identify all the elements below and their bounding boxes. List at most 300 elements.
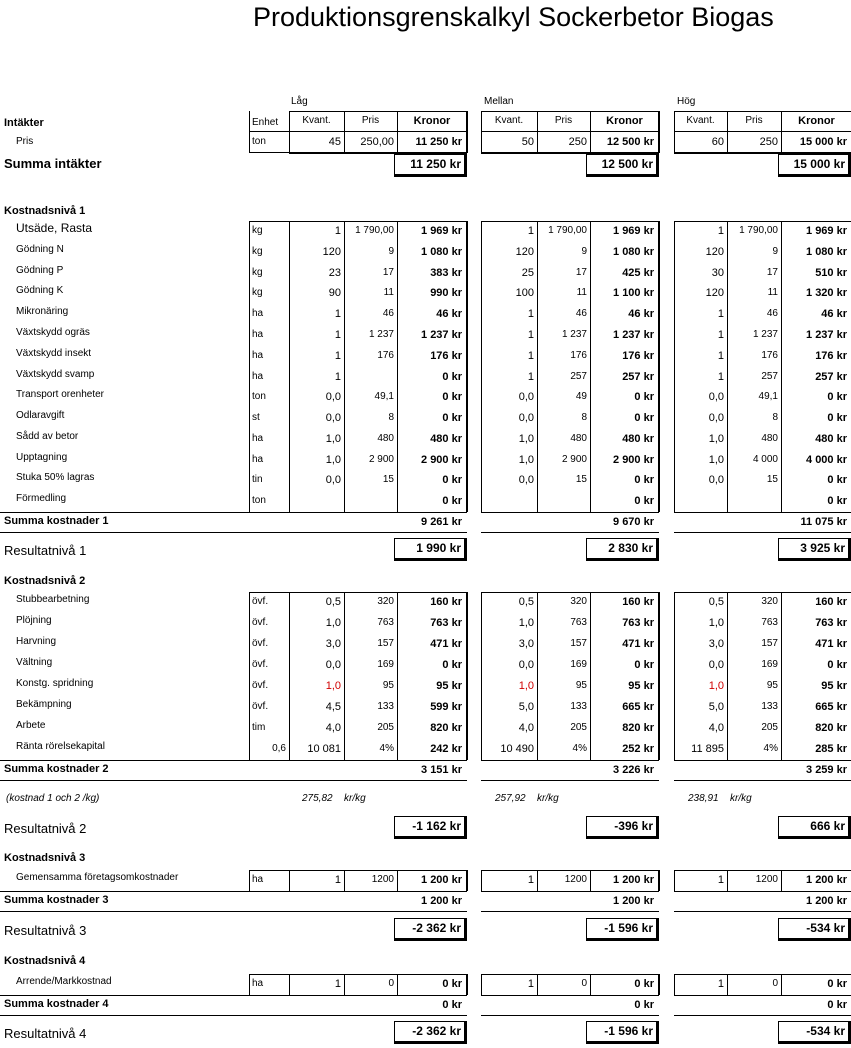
- grid-line: [674, 111, 851, 112]
- income-heading: Intäkter: [4, 117, 44, 129]
- quantity-cell[interactable]: 1: [334, 874, 341, 886]
- price-cell[interactable]: 2 900: [368, 453, 394, 465]
- price-cell[interactable]: 1200: [564, 874, 587, 885]
- quantity-cell[interactable]: 30: [711, 266, 724, 279]
- unit-header: Enhet: [252, 117, 279, 128]
- quantity-cell[interactable]: 0,0: [708, 474, 724, 487]
- sum-label: Summa kostnader 2: [4, 763, 109, 775]
- quantity-cell[interactable]: 1,0: [325, 453, 341, 466]
- price-cell[interactable]: 49: [575, 391, 587, 403]
- amount-cell: 0 kr: [827, 412, 847, 425]
- row-label: Sådd av betor: [16, 430, 79, 442]
- result-label: Resultatnivå 2: [4, 821, 87, 836]
- quantity-cell[interactable]: 120: [705, 245, 724, 258]
- grid-line: [0, 911, 467, 912]
- amount-cell: 1 080 kr: [806, 245, 847, 258]
- amount-cell: 0 kr: [634, 659, 654, 671]
- price-cell[interactable]: 1 237: [561, 328, 587, 340]
- grid-line: [466, 592, 468, 760]
- amount-cell: 0 kr: [634, 391, 654, 404]
- result-box: 666 kr: [778, 816, 851, 839]
- amount-cell: 1 080 kr: [421, 245, 462, 258]
- quantity-cell[interactable]: 60: [711, 136, 724, 148]
- section-heading: Kostnadsnivå 4: [4, 955, 86, 967]
- price-cell[interactable]: 157: [570, 638, 587, 649]
- unit-cell: tim: [252, 722, 266, 733]
- price-cell[interactable]: 480: [761, 432, 778, 444]
- price-cell[interactable]: 169: [570, 659, 587, 670]
- price-cell[interactable]: 1 790,00: [355, 225, 394, 236]
- quantity-cell[interactable]: 1: [334, 308, 341, 321]
- grid-line: [674, 512, 851, 513]
- price-cell[interactable]: 11: [383, 287, 394, 299]
- price-cell[interactable]: 9: [772, 245, 778, 257]
- cost-per-kg-value: 275,82: [302, 793, 333, 804]
- price-cell[interactable]: 133: [570, 701, 587, 712]
- quantity-cell[interactable]: 4,0: [708, 722, 724, 734]
- amount-cell: 176 kr: [622, 349, 654, 362]
- sum-value: 3 226 kr: [613, 764, 654, 776]
- price-cell[interactable]: 8: [772, 412, 778, 424]
- quantity-cell[interactable]: 1: [717, 349, 724, 362]
- result-label: Resultatnivå 3: [4, 923, 87, 938]
- price-cell[interactable]: 8: [581, 412, 587, 424]
- amount-cell: 46 kr: [436, 308, 462, 321]
- grid-line: [658, 221, 660, 512]
- price-cell[interactable]: 157: [761, 638, 778, 649]
- quantity-cell[interactable]: 50: [521, 136, 534, 148]
- quantity-cell[interactable]: 1,0: [518, 680, 534, 692]
- price-cell[interactable]: 1 237: [752, 328, 778, 340]
- amount-cell: 0 kr: [442, 474, 462, 487]
- price-cell[interactable]: [344, 367, 397, 387]
- unit-cell: st: [252, 412, 260, 424]
- amount-cell: 599 kr: [430, 701, 462, 713]
- price-cell[interactable]: 176: [377, 349, 394, 361]
- quantity-cell[interactable]: 0,0: [708, 659, 724, 671]
- scenario-name-hog: Hög: [677, 96, 696, 107]
- quantity-cell[interactable]: 4,0: [325, 722, 341, 734]
- row-label: Stuka 50% lagras: [16, 472, 95, 484]
- quantity-cell[interactable]: 1,0: [708, 680, 724, 692]
- price-cell[interactable]: 169: [761, 659, 778, 670]
- price-cell[interactable]: 9: [388, 245, 394, 257]
- sum-label: Summa kostnader 3: [4, 894, 109, 906]
- quantity-cell[interactable]: [481, 491, 537, 511]
- unit-cell: kg: [252, 287, 263, 299]
- quantity-cell[interactable]: 3,0: [325, 638, 341, 650]
- quantity-cell[interactable]: 3,0: [708, 638, 724, 650]
- unit-cell: ha: [252, 308, 264, 320]
- price-cell[interactable]: 49,1: [374, 391, 394, 403]
- price-cell[interactable]: 169: [377, 659, 394, 670]
- row-label: Upptagning: [16, 451, 68, 463]
- price-cell[interactable]: 15: [575, 474, 587, 486]
- price-cell[interactable]: 176: [570, 349, 587, 361]
- price-cell[interactable]: 46: [766, 308, 778, 320]
- income-sum-box: 15 000 kr: [778, 154, 851, 177]
- quantity-cell[interactable]: 90: [328, 287, 341, 300]
- sum-value: 3 259 kr: [806, 764, 847, 776]
- unit-cell: ha: [252, 328, 264, 340]
- price-cell[interactable]: 157: [377, 638, 394, 649]
- amount-cell: 15 000 kr: [799, 136, 847, 148]
- price-cell[interactable]: 320: [761, 596, 778, 607]
- grid-line: [466, 974, 468, 995]
- price-cell[interactable]: 2 900: [561, 453, 587, 465]
- quantity-cell[interactable]: 0,5: [325, 596, 341, 608]
- grid-line: [481, 760, 659, 761]
- column-header-kvant: Kvant.: [494, 115, 524, 126]
- quantity-cell[interactable]: 1: [717, 225, 724, 237]
- amount-cell: 480 kr: [430, 432, 462, 445]
- price-cell[interactable]: 4%: [763, 743, 778, 754]
- sum-value: 0 kr: [634, 999, 654, 1011]
- quantity-cell[interactable]: 1: [527, 978, 534, 990]
- section-heading: Kostnadsnivå 1: [4, 205, 86, 217]
- amount-cell: 1 100 kr: [613, 287, 654, 300]
- amount-cell: 11 250 kr: [415, 136, 462, 148]
- unit-cell: kg: [252, 266, 263, 278]
- quantity-cell[interactable]: 120: [705, 287, 724, 300]
- quantity-cell[interactable]: 120: [322, 245, 341, 258]
- quantity-cell[interactable]: 0,0: [518, 412, 534, 425]
- result-box: 3 925 kr: [778, 538, 851, 561]
- sum-label: Summa kostnader 4: [4, 998, 109, 1010]
- amount-cell: 471 kr: [815, 638, 847, 650]
- quantity-cell[interactable]: 0,0: [708, 412, 724, 425]
- amount-cell: 471 kr: [622, 638, 654, 650]
- quantity-cell[interactable]: 1: [527, 370, 534, 383]
- price-cell[interactable]: [344, 491, 397, 511]
- income-sum-box: 11 250 kr: [394, 154, 467, 177]
- amount-cell: 2 900 kr: [421, 453, 462, 466]
- row-label: Gemensamma företagsomkostnader: [16, 872, 179, 883]
- price-cell[interactable]: 11: [767, 287, 778, 299]
- unit-cell: ha: [252, 370, 264, 382]
- quantity-cell[interactable]: [289, 491, 344, 511]
- price-cell[interactable]: 176: [761, 349, 778, 361]
- quantity-cell[interactable]: 0,0: [325, 412, 341, 425]
- unit-cell: ha: [252, 978, 264, 989]
- amount-cell: 160 kr: [430, 596, 462, 608]
- row-label: Växtskydd ogräs: [16, 326, 90, 338]
- quantity-cell[interactable]: 1: [527, 874, 534, 886]
- quantity-cell[interactable]: 1: [717, 978, 724, 990]
- grid-line: [481, 911, 659, 912]
- amount-cell: 1 969 kr: [421, 225, 462, 237]
- price-cell[interactable]: 133: [761, 701, 778, 712]
- result-box: -2 362 kr: [394, 1021, 467, 1044]
- price-cell[interactable]: 95: [382, 680, 394, 691]
- amount-cell: 242 kr: [430, 743, 462, 755]
- column-header-kvant: Kvant.: [686, 115, 715, 126]
- price-cell[interactable]: 320: [377, 596, 394, 607]
- grid-line: [674, 532, 851, 533]
- sum-value: 1 200 kr: [806, 895, 847, 907]
- quantity-cell[interactable]: 4,0: [518, 722, 534, 734]
- amount-cell: 1 080 kr: [613, 245, 654, 258]
- quantity-cell[interactable]: 0,5: [708, 596, 724, 608]
- price-cell[interactable]: 11: [576, 287, 587, 299]
- price-cell[interactable]: 320: [570, 596, 587, 607]
- price-cell[interactable]: 257: [761, 370, 778, 382]
- quantity-cell[interactable]: 1,0: [325, 680, 341, 692]
- price-cell[interactable]: 4%: [379, 743, 394, 754]
- grid-line: [481, 995, 659, 996]
- amount-cell: 2 900 kr: [613, 453, 654, 466]
- amount-cell: 1 200 kr: [806, 874, 847, 886]
- amount-cell: 1 237 kr: [613, 328, 654, 341]
- quantity-cell[interactable]: 0,0: [325, 659, 341, 671]
- sum-value: 1 200 kr: [613, 895, 654, 907]
- quantity-cell[interactable]: 11 895: [691, 743, 724, 755]
- grid-line: [466, 870, 468, 891]
- price-cell[interactable]: 0: [388, 978, 394, 989]
- quantity-cell[interactable]: 1: [334, 978, 341, 990]
- amount-cell: 383 kr: [430, 266, 462, 279]
- quantity-cell[interactable]: 1: [717, 328, 724, 341]
- amount-cell: 0 kr: [442, 412, 462, 425]
- unit-cell: övf.: [252, 701, 269, 712]
- quantity-cell[interactable]: 1: [717, 370, 724, 383]
- cost-per-kg-unit: kr/kg: [344, 793, 366, 804]
- quantity-cell[interactable]: 0,5: [518, 596, 534, 608]
- price-cell[interactable]: 205: [570, 722, 587, 733]
- amount-cell: 763 kr: [815, 617, 847, 629]
- amount-cell: 160 kr: [815, 596, 847, 608]
- quantity-cell[interactable]: 4,5: [325, 701, 341, 713]
- quantity-cell[interactable]: 1,0: [708, 453, 724, 466]
- quantity-cell[interactable]: 100: [515, 287, 534, 300]
- price-cell[interactable]: 257: [570, 370, 587, 382]
- grid-line: [0, 512, 467, 513]
- amount-cell: 480 kr: [622, 432, 654, 445]
- price-cell[interactable]: 1200: [755, 874, 778, 885]
- amount-cell: 1 969 kr: [806, 225, 847, 237]
- amount-cell: 1 200 kr: [613, 874, 654, 886]
- quantity-cell[interactable]: 1: [527, 349, 534, 362]
- price-cell[interactable]: 763: [570, 617, 587, 628]
- price-cell[interactable]: 1 790,00: [739, 225, 778, 236]
- row-label: Konstg. spridning: [16, 678, 94, 689]
- amount-cell: 0 kr: [442, 495, 462, 508]
- quantity-cell[interactable]: 1: [527, 225, 534, 237]
- quantity-cell[interactable]: 45: [328, 136, 341, 148]
- price-cell[interactable]: 4 000: [752, 453, 778, 465]
- section-heading: Kostnadsnivå 3: [4, 852, 86, 864]
- amount-cell: 1 237 kr: [421, 328, 462, 341]
- page-title: Produktionsgrenskalkyl Sockerbetor Biogas: [253, 2, 774, 32]
- price-cell[interactable]: 0: [772, 978, 778, 989]
- grid-line: [658, 974, 660, 995]
- unit-cell: ha: [252, 453, 264, 465]
- grid-line: [0, 891, 467, 892]
- grid-line: [658, 592, 660, 760]
- amount-cell: 0 kr: [442, 978, 462, 990]
- price-cell[interactable]: 1200: [371, 874, 394, 885]
- amount-cell: 763 kr: [430, 617, 462, 629]
- price-cell[interactable]: 17: [575, 266, 587, 278]
- quantity-cell[interactable]: 1,0: [708, 617, 724, 629]
- quantity-cell[interactable]: 1,0: [518, 617, 534, 629]
- quantity-cell[interactable]: 5,0: [518, 701, 534, 713]
- row-label: Vältning: [16, 657, 53, 668]
- price-cell[interactable]: 46: [575, 308, 587, 320]
- grid-line: [674, 760, 851, 761]
- grid-line: [481, 111, 659, 112]
- price-cell[interactable]: 205: [377, 722, 394, 733]
- price-cell[interactable]: 15: [382, 474, 394, 486]
- price-cell[interactable]: 250: [568, 136, 587, 148]
- price-cell[interactable]: 9: [581, 245, 587, 257]
- amount-cell: 95 kr: [436, 680, 462, 692]
- price-cell[interactable]: 1 790,00: [548, 225, 587, 236]
- sum-value: 11 075 kr: [800, 516, 847, 528]
- quantity-cell[interactable]: 1,0: [708, 432, 724, 445]
- price-cell[interactable]: 205: [761, 722, 778, 733]
- unit-cell: övf.: [252, 659, 269, 670]
- scenario-name-lag: Låg: [291, 96, 308, 107]
- quantity-cell[interactable]: 10 081: [307, 743, 341, 755]
- price-cell[interactable]: 480: [570, 432, 587, 444]
- quantity-cell[interactable]: 1: [717, 308, 724, 321]
- price-cell[interactable]: 1 237: [368, 328, 394, 340]
- unit-cell: ha: [252, 432, 264, 444]
- amount-cell: 257 kr: [815, 370, 847, 383]
- row-label: Mikronäring: [16, 306, 69, 318]
- price-cell[interactable]: 250: [759, 136, 778, 148]
- amount-cell: 0 kr: [827, 391, 847, 404]
- row-label: Odlaravgift: [16, 410, 65, 422]
- section-heading: Kostnadsnivå 2: [4, 575, 86, 587]
- unit-cell: kg: [252, 225, 263, 236]
- quantity-cell[interactable]: 0,0: [708, 391, 724, 404]
- price-cell[interactable]: 250,00: [360, 136, 394, 148]
- price-cell[interactable]: 15: [766, 474, 778, 486]
- grid-line: [481, 891, 659, 892]
- quantity-cell[interactable]: 0,0: [325, 474, 341, 487]
- quantity-cell[interactable]: 1: [334, 225, 341, 237]
- amount-cell: 12 500 kr: [606, 136, 654, 148]
- quantity-cell[interactable]: 1,0: [325, 432, 341, 445]
- price-cell[interactable]: 8: [388, 412, 394, 424]
- unit-cell: tin: [252, 474, 263, 486]
- row-label: Pris: [16, 136, 34, 147]
- grid-line: [0, 1015, 467, 1016]
- quantity-cell[interactable]: 23: [328, 266, 341, 279]
- price-cell[interactable]: 763: [377, 617, 394, 628]
- grid-line: [481, 1015, 659, 1016]
- quantity-cell[interactable]: 0,0: [325, 391, 341, 404]
- unit-cell: ton: [252, 391, 266, 403]
- sum-value: 9 670 kr: [613, 516, 654, 528]
- price-cell[interactable]: [537, 491, 590, 511]
- amount-cell: 0 kr: [634, 412, 654, 425]
- income-sum-box: 12 500 kr: [586, 154, 659, 177]
- quantity-cell[interactable]: 5,0: [708, 701, 724, 713]
- quantity-cell[interactable]: 1: [527, 328, 534, 341]
- amount-cell: 820 kr: [815, 722, 847, 734]
- price-cell[interactable]: 4%: [572, 743, 587, 754]
- amount-cell: 425 kr: [622, 266, 654, 279]
- quantity-cell[interactable]: 0,0: [518, 659, 534, 671]
- price-cell[interactable]: 0: [581, 978, 587, 989]
- amount-cell: 665 kr: [815, 701, 847, 713]
- amount-cell: 95 kr: [821, 680, 847, 692]
- result-label: Resultatnivå 1: [4, 543, 87, 558]
- quantity-cell[interactable]: 1: [334, 370, 341, 383]
- grid-line: [674, 911, 851, 912]
- quantity-cell[interactable]: 0,0: [518, 391, 534, 404]
- amount-cell: 1 969 kr: [613, 225, 654, 237]
- quantity-cell[interactable]: [674, 491, 727, 511]
- grid-line: [466, 221, 468, 512]
- grid-line: [658, 870, 660, 891]
- sum-value: 9 261 kr: [421, 516, 462, 528]
- price-cell[interactable]: 49,1: [758, 391, 778, 403]
- price-cell[interactable]: [727, 491, 781, 511]
- amount-cell: 176 kr: [815, 349, 847, 362]
- quantity-cell[interactable]: 1,0: [518, 432, 534, 445]
- amount-cell: 480 kr: [815, 432, 847, 445]
- column-header-kronor: Kronor: [798, 115, 835, 127]
- price-cell[interactable]: 763: [761, 617, 778, 628]
- price-cell[interactable]: 17: [766, 266, 778, 278]
- result-box: -534 kr: [778, 1021, 851, 1044]
- cost-per-kg-label: (kostnad 1 och 2 /kg): [6, 793, 100, 804]
- quantity-cell[interactable]: 1,0: [325, 617, 341, 629]
- amount-cell: 95 kr: [628, 680, 654, 692]
- quantity-cell[interactable]: 25: [521, 266, 534, 279]
- price-cell[interactable]: 480: [377, 432, 394, 444]
- amount-cell: 0 kr: [827, 978, 847, 990]
- column-header-pris: Pris: [745, 115, 763, 126]
- amount-cell: 1 320 kr: [806, 287, 847, 300]
- quantity-cell[interactable]: 0,0: [518, 474, 534, 487]
- grid-line: [674, 995, 851, 996]
- unit-cell: övf.: [252, 638, 269, 649]
- quantity-cell[interactable]: 1: [334, 328, 341, 341]
- quantity-cell[interactable]: 1: [334, 349, 341, 362]
- unit-cell: ha: [252, 874, 264, 885]
- price-cell[interactable]: 133: [377, 701, 394, 712]
- quantity-cell[interactable]: 3,0: [518, 638, 534, 650]
- amount-cell: 820 kr: [430, 722, 462, 734]
- price-cell[interactable]: 95: [766, 680, 778, 691]
- grid-line: [481, 532, 659, 533]
- price-cell[interactable]: 95: [575, 680, 587, 691]
- amount-cell: 0 kr: [442, 370, 462, 383]
- column-header-kvant: Kvant.: [302, 115, 331, 126]
- quantity-cell[interactable]: 1,0: [518, 453, 534, 466]
- row-label: Transport orenheter: [16, 389, 105, 401]
- result-box: -1 596 kr: [586, 1021, 659, 1044]
- grid-line: [481, 780, 659, 781]
- grid-line: [0, 995, 467, 996]
- quantity-cell[interactable]: 10 490: [500, 743, 534, 755]
- price-cell[interactable]: 46: [382, 308, 394, 320]
- result-label: Resultatnivå 4: [4, 1026, 87, 1041]
- row-label: Gödning P: [16, 264, 64, 276]
- quantity-cell[interactable]: 120: [515, 245, 534, 258]
- amount-cell: 0 kr: [634, 495, 654, 508]
- result-box: -1 596 kr: [586, 918, 659, 941]
- quantity-cell[interactable]: 1: [527, 308, 534, 321]
- amount-cell: 510 kr: [815, 266, 847, 279]
- price-cell[interactable]: 17: [382, 266, 394, 278]
- quantity-cell[interactable]: 1: [717, 874, 724, 886]
